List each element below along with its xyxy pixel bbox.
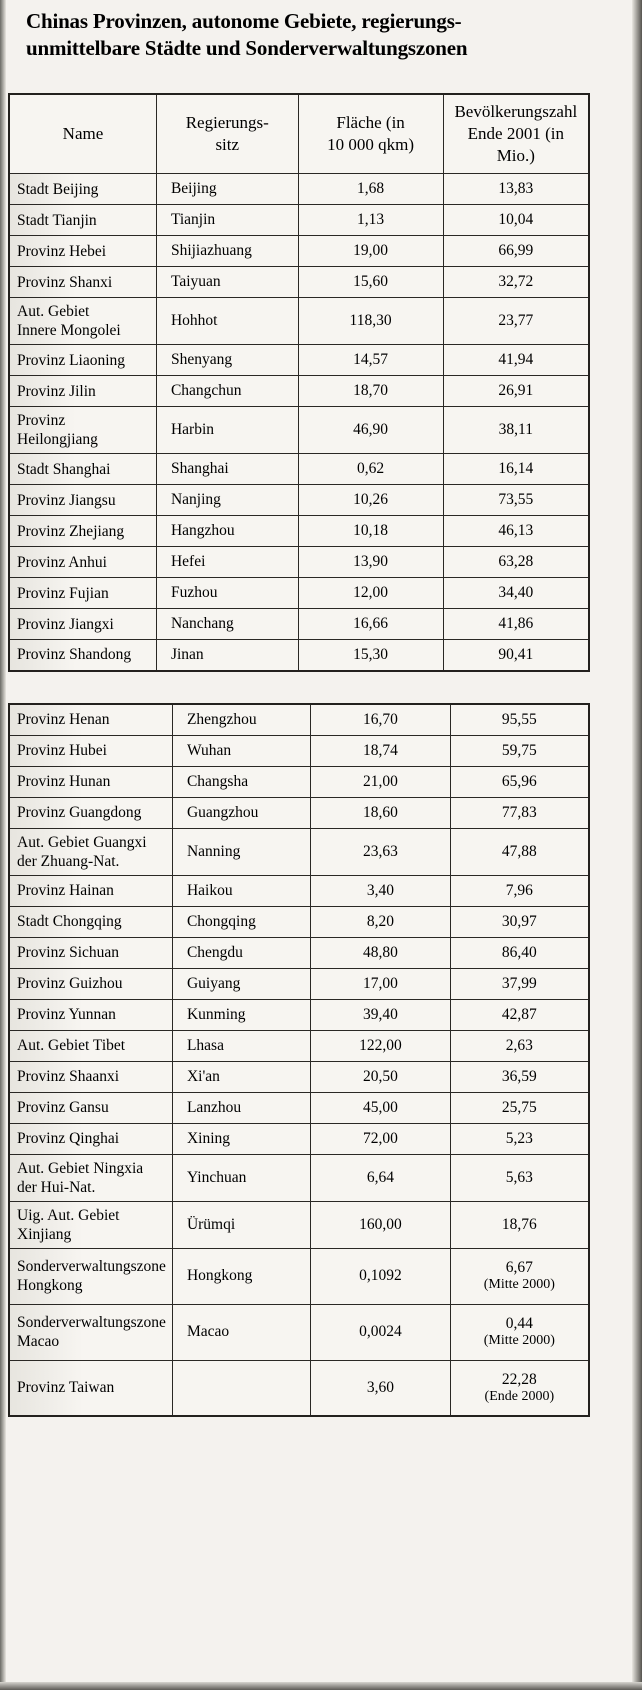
cell-population-value: 77,83 bbox=[501, 803, 537, 821]
cell-name-line1: Stadt Shanghai bbox=[17, 460, 111, 478]
cell-area: 160,00 bbox=[311, 1201, 450, 1248]
cell-name-line1: Provinz Shandong bbox=[17, 646, 132, 664]
cell-seat: Tianjin bbox=[156, 205, 298, 236]
cell-population bbox=[443, 345, 589, 376]
cell-area: 0,1092 bbox=[311, 1248, 450, 1304]
cell-population-value: 25,75 bbox=[501, 1098, 537, 1116]
cell-name-line1: Provinz Jilin bbox=[17, 382, 96, 400]
table-row bbox=[9, 1360, 589, 1416]
cell-name-line1: Provinz Fujian bbox=[17, 584, 109, 602]
column-header-population bbox=[443, 94, 589, 174]
table-body-part-2 bbox=[9, 704, 589, 1416]
cell-name bbox=[9, 1304, 172, 1360]
table-row bbox=[9, 1061, 589, 1092]
table-row bbox=[9, 704, 589, 735]
cell-name-line1: Provinz Liaoning bbox=[17, 351, 126, 369]
column-header-population-line1: Bevölkerungszahl bbox=[454, 102, 578, 121]
table-row bbox=[9, 236, 589, 267]
cell-name-line2: Macao bbox=[17, 1333, 60, 1350]
cell-population-value: 38,11 bbox=[498, 421, 533, 438]
column-header-area-line2: 10 000 qkm) bbox=[327, 135, 415, 154]
cell-seat: Shanghai bbox=[156, 454, 298, 485]
cell-population bbox=[450, 906, 589, 937]
page-edge-left bbox=[0, 0, 6, 1690]
cell-name bbox=[9, 205, 156, 236]
table-row bbox=[9, 345, 589, 376]
cell-area: 21,00 bbox=[311, 766, 450, 797]
cell-name bbox=[9, 267, 156, 298]
column-header-seat-line2: sitz bbox=[215, 135, 240, 154]
column-header-name bbox=[9, 94, 156, 174]
cell-name-line1: Stadt Tianjin bbox=[17, 211, 97, 229]
cell-name-line2: Innere Mongolei bbox=[17, 322, 121, 339]
cell-population bbox=[443, 485, 589, 516]
cell-name-line1: Uig. Aut. Gebiet bbox=[17, 1206, 120, 1224]
cell-name-line1: Provinz Guangdong bbox=[17, 804, 142, 821]
cell-name-line1: Sonderverwaltungszone bbox=[17, 1314, 166, 1331]
cell-population bbox=[450, 1248, 589, 1304]
table-row bbox=[9, 999, 589, 1030]
cell-name bbox=[9, 236, 156, 267]
provinces-table-part-1 bbox=[8, 93, 590, 672]
cell-name-line1: Provinz Jiangxi bbox=[17, 615, 114, 633]
cell-population-note: (Mitte 2000) bbox=[483, 1333, 555, 1348]
table-row bbox=[9, 906, 589, 937]
cell-population-value: 30,97 bbox=[501, 912, 537, 930]
cell-name-line1: Aut. Gebiet Tibet bbox=[17, 1037, 126, 1054]
cell-area: 1,13 bbox=[298, 205, 443, 236]
cell-population-value: 86,40 bbox=[501, 943, 537, 961]
table-row bbox=[9, 407, 589, 454]
cell-seat: Hohhot bbox=[156, 298, 298, 345]
cell-name-line1: Provinz Sichuan bbox=[17, 944, 120, 961]
cell-seat: Harbin bbox=[156, 407, 298, 454]
cell-name bbox=[9, 735, 172, 766]
cell-population bbox=[450, 704, 589, 735]
cell-area: 15,60 bbox=[298, 267, 443, 298]
cell-name bbox=[9, 578, 156, 609]
cell-area: 16,70 bbox=[311, 704, 450, 735]
page-title-line-1: Chinas Provinzen, autonome Gebiete, regierungs- bbox=[26, 9, 462, 33]
cell-name-line1: Stadt Beijing bbox=[17, 180, 99, 198]
cell-population bbox=[443, 516, 589, 547]
cell-population-value: 66,99 bbox=[498, 242, 534, 259]
page-edge-right bbox=[632, 0, 642, 1690]
cell-seat: Nanning bbox=[172, 828, 310, 875]
cell-population bbox=[450, 1123, 589, 1154]
table-row bbox=[9, 454, 589, 485]
page-title bbox=[26, 8, 616, 62]
cell-name bbox=[9, 454, 156, 485]
cell-population bbox=[450, 1154, 589, 1201]
table-row bbox=[9, 875, 589, 906]
cell-seat: Lanzhou bbox=[172, 1092, 310, 1123]
cell-area: 10,18 bbox=[298, 516, 443, 547]
cell-area: 72,00 bbox=[311, 1123, 450, 1154]
cell-name bbox=[9, 1248, 172, 1304]
cell-population-value: 90,41 bbox=[498, 645, 534, 663]
cell-area: 8,20 bbox=[311, 906, 450, 937]
table-row bbox=[9, 609, 589, 640]
cell-population bbox=[443, 298, 589, 345]
cell-population bbox=[450, 1092, 589, 1123]
table-row bbox=[9, 267, 589, 298]
cell-name bbox=[9, 1061, 172, 1092]
cell-area: 45,00 bbox=[311, 1092, 450, 1123]
cell-name bbox=[9, 766, 172, 797]
cell-population bbox=[443, 174, 589, 205]
cell-population bbox=[443, 547, 589, 578]
cell-population-value: 6,67 bbox=[505, 1259, 533, 1276]
cell-name bbox=[9, 298, 156, 345]
cell-area: 18,74 bbox=[311, 735, 450, 766]
cell-population bbox=[450, 735, 589, 766]
column-header-population-line2: Ende 2001 (in Mio.) bbox=[467, 124, 564, 165]
cell-population bbox=[443, 640, 589, 671]
cell-name-line2: der Zhuang-Nat. bbox=[17, 852, 120, 870]
table-row bbox=[9, 640, 589, 671]
cell-population-value: 0,44 bbox=[505, 1315, 533, 1332]
cell-area: 13,90 bbox=[298, 547, 443, 578]
cell-population-value: 65,96 bbox=[501, 772, 537, 790]
cell-area: 6,64 bbox=[311, 1154, 450, 1201]
cell-population bbox=[450, 1030, 589, 1061]
cell-name-line2: Hongkong bbox=[17, 1277, 83, 1294]
cell-population bbox=[443, 376, 589, 407]
cell-name-line1: Provinz Jiangsu bbox=[17, 491, 116, 509]
table-row bbox=[9, 547, 589, 578]
cell-population-value: 32,72 bbox=[498, 273, 534, 290]
cell-area: 23,63 bbox=[311, 828, 450, 875]
column-header-area-line1: Fläche (in bbox=[336, 113, 405, 132]
cell-population bbox=[450, 968, 589, 999]
cell-name-line1: Provinz Gansu bbox=[17, 1099, 109, 1116]
cell-name-line1: Aut. Gebiet Ningxia bbox=[17, 1159, 144, 1177]
cell-area: 16,66 bbox=[298, 609, 443, 640]
cell-name bbox=[9, 1030, 172, 1061]
cell-seat: Guiyang bbox=[172, 968, 310, 999]
cell-population bbox=[450, 797, 589, 828]
column-header-area bbox=[298, 94, 443, 174]
cell-population bbox=[443, 205, 589, 236]
cell-population-note: (Mitte 2000) bbox=[483, 1277, 555, 1292]
cell-name bbox=[9, 828, 172, 875]
cell-seat: Chongqing bbox=[172, 906, 310, 937]
cell-name-line1: Provinz Hebei bbox=[17, 242, 107, 260]
cell-name bbox=[9, 875, 172, 906]
cell-population bbox=[450, 828, 589, 875]
cell-population bbox=[450, 875, 589, 906]
cell-population-value: 26,91 bbox=[498, 382, 534, 399]
cell-population-value: 22,28 bbox=[501, 1370, 537, 1388]
table-row bbox=[9, 1154, 589, 1201]
cell-area: 1,68 bbox=[298, 174, 443, 205]
cell-name bbox=[9, 1123, 172, 1154]
cell-name-line1: Provinz Heilongjiang bbox=[17, 412, 98, 448]
cell-seat: Xi'an bbox=[172, 1061, 310, 1092]
cell-population-value: 95,55 bbox=[501, 710, 537, 728]
cell-population-value: 23,77 bbox=[498, 312, 534, 329]
cell-name bbox=[9, 609, 156, 640]
cell-name bbox=[9, 345, 156, 376]
table-header-row bbox=[9, 94, 589, 174]
cell-name bbox=[9, 704, 172, 735]
cell-seat: Jinan bbox=[156, 640, 298, 671]
cell-seat: Taiyuan bbox=[156, 267, 298, 298]
cell-population-value: 13,83 bbox=[498, 180, 534, 197]
cell-population bbox=[450, 937, 589, 968]
cell-population-value: 36,59 bbox=[501, 1067, 537, 1085]
cell-name bbox=[9, 937, 172, 968]
table-row bbox=[9, 766, 589, 797]
cell-name bbox=[9, 640, 156, 671]
cell-population bbox=[443, 236, 589, 267]
cell-name-line1: Provinz Zhejiang bbox=[17, 522, 125, 540]
cell-seat: Wuhan bbox=[172, 735, 310, 766]
cell-population-value: 41,86 bbox=[498, 615, 534, 632]
cell-population-value: 47,88 bbox=[501, 842, 537, 860]
cell-population-value: 18,76 bbox=[501, 1215, 537, 1233]
cell-name-line1: Provinz Shanxi bbox=[17, 273, 113, 291]
cell-name-line1: Provinz Anhui bbox=[17, 553, 107, 571]
cell-seat: Fuzhou bbox=[156, 578, 298, 609]
table-row bbox=[9, 1201, 589, 1248]
cell-population-note: (Ende 2000) bbox=[484, 1388, 555, 1404]
table-header bbox=[9, 94, 589, 174]
table-row bbox=[9, 1304, 589, 1360]
page-title-line-2: unmittelbare Städte und Sonderverwaltungszonen bbox=[26, 36, 468, 60]
cell-population bbox=[443, 267, 589, 298]
cell-name bbox=[9, 999, 172, 1030]
cell-seat: Chengdu bbox=[172, 937, 310, 968]
cell-population-value: 10,04 bbox=[498, 211, 534, 228]
cell-name-line1: Provinz Taiwan bbox=[17, 1379, 115, 1397]
cell-population-value: 5,63 bbox=[505, 1168, 533, 1186]
cell-seat: Nanchang bbox=[156, 609, 298, 640]
cell-name-line1: Provinz Hubei bbox=[17, 742, 107, 759]
cell-area: 14,57 bbox=[298, 345, 443, 376]
table-row bbox=[9, 968, 589, 999]
cell-name bbox=[9, 1360, 172, 1416]
cell-name bbox=[9, 1154, 172, 1201]
cell-seat bbox=[172, 1360, 310, 1416]
cell-name bbox=[9, 547, 156, 578]
cell-area: 12,00 bbox=[298, 578, 443, 609]
cell-population-value: 2,63 bbox=[505, 1036, 533, 1054]
cell-area: 18,60 bbox=[311, 797, 450, 828]
cell-area: 0,62 bbox=[298, 454, 443, 485]
cell-population-value: 41,94 bbox=[498, 351, 534, 368]
table-row bbox=[9, 1123, 589, 1154]
cell-population bbox=[450, 1304, 589, 1360]
table-row bbox=[9, 1092, 589, 1123]
cell-seat: Haikou bbox=[172, 875, 310, 906]
cell-name-line1: Provinz Yunnan bbox=[17, 1006, 116, 1023]
cell-name-line1: Provinz Henan bbox=[17, 711, 110, 729]
cell-population-value: 5,23 bbox=[505, 1129, 533, 1147]
cell-population bbox=[450, 1201, 589, 1248]
table-row bbox=[9, 174, 589, 205]
cell-name-line1: Provinz Hainan bbox=[17, 882, 114, 899]
cell-seat: Hefei bbox=[156, 547, 298, 578]
cell-population-value: 42,87 bbox=[501, 1005, 537, 1023]
cell-area: 3,60 bbox=[311, 1360, 450, 1416]
provinces-table-part-2-wrapper bbox=[8, 703, 590, 1417]
cell-population bbox=[443, 609, 589, 640]
cell-name-line2: Xinjiang bbox=[17, 1225, 72, 1243]
provinces-table-part-2 bbox=[8, 703, 590, 1417]
cell-population bbox=[450, 999, 589, 1030]
table-row bbox=[9, 937, 589, 968]
column-header-seat-line1: Regierungs- bbox=[185, 113, 269, 132]
cell-name bbox=[9, 968, 172, 999]
cell-seat: Zhengzhou bbox=[172, 704, 310, 735]
table-row bbox=[9, 578, 589, 609]
cell-area: 48,80 bbox=[311, 937, 450, 968]
cell-name bbox=[9, 906, 172, 937]
cell-area: 17,00 bbox=[311, 968, 450, 999]
cell-population-value: 63,28 bbox=[498, 553, 534, 570]
cell-area: 19,00 bbox=[298, 236, 443, 267]
cell-area: 0,0024 bbox=[311, 1304, 450, 1360]
cell-name bbox=[9, 174, 156, 205]
cell-name bbox=[9, 1201, 172, 1248]
cell-area: 18,70 bbox=[298, 376, 443, 407]
table-row bbox=[9, 735, 589, 766]
table-row bbox=[9, 298, 589, 345]
cell-name bbox=[9, 407, 156, 454]
cell-seat: Hongkong bbox=[172, 1248, 310, 1304]
cell-population-value: 34,40 bbox=[498, 584, 534, 601]
cell-name-line1: Stadt Chongqing bbox=[17, 913, 122, 930]
cell-seat: Xining bbox=[172, 1123, 310, 1154]
cell-seat: Nanjing bbox=[156, 485, 298, 516]
cell-seat: Hangzhou bbox=[156, 516, 298, 547]
table-row bbox=[9, 797, 589, 828]
table-row bbox=[9, 828, 589, 875]
cell-seat: Beijing bbox=[156, 174, 298, 205]
cell-seat: Macao bbox=[172, 1304, 310, 1360]
cell-population-value: 46,13 bbox=[498, 522, 534, 539]
cell-area: 20,50 bbox=[311, 1061, 450, 1092]
column-header-name-line1: Name bbox=[62, 124, 104, 143]
cell-area: 3,40 bbox=[311, 875, 450, 906]
page-edge-bottom bbox=[0, 1682, 642, 1690]
cell-seat: Shijiazhuang bbox=[156, 236, 298, 267]
column-header-seat bbox=[156, 94, 298, 174]
cell-population bbox=[450, 766, 589, 797]
cell-population bbox=[443, 454, 589, 485]
cell-name bbox=[9, 1092, 172, 1123]
cell-population bbox=[450, 1061, 589, 1092]
cell-name-line1: Provinz Shaanxi bbox=[17, 1068, 120, 1085]
cell-population-value: 37,99 bbox=[501, 974, 537, 992]
cell-seat: Kunming bbox=[172, 999, 310, 1030]
table-row bbox=[9, 1030, 589, 1061]
cell-population-value: 59,75 bbox=[501, 741, 537, 759]
scan-bleed-artifact bbox=[26, 1553, 446, 1569]
cell-name-line1: Provinz Hunan bbox=[17, 773, 111, 790]
cell-name bbox=[9, 376, 156, 407]
cell-area: 122,00 bbox=[311, 1030, 450, 1061]
cell-area: 118,30 bbox=[298, 298, 443, 345]
cell-area: 46,90 bbox=[298, 407, 443, 454]
table-body-part-1 bbox=[9, 174, 589, 671]
cell-area: 39,40 bbox=[311, 999, 450, 1030]
provinces-table-part-1-wrapper bbox=[8, 93, 590, 672]
cell-name-line1: Sonderverwaltungszone bbox=[17, 1258, 166, 1275]
cell-name bbox=[9, 485, 156, 516]
cell-area: 10,26 bbox=[298, 485, 443, 516]
cell-seat: Ürümqi bbox=[172, 1201, 310, 1248]
cell-seat: Yinchuan bbox=[172, 1154, 310, 1201]
cell-population bbox=[443, 578, 589, 609]
cell-name bbox=[9, 797, 172, 828]
table-row bbox=[9, 516, 589, 547]
table-row bbox=[9, 1248, 589, 1304]
table-row bbox=[9, 485, 589, 516]
cell-seat: Changchun bbox=[156, 376, 298, 407]
cell-name-line1: Provinz Qinghai bbox=[17, 1130, 120, 1147]
cell-seat: Guangzhou bbox=[172, 797, 310, 828]
cell-population bbox=[450, 1360, 589, 1416]
cell-seat: Changsha bbox=[172, 766, 310, 797]
cell-population-value: 16,14 bbox=[498, 460, 534, 477]
cell-area: 15,30 bbox=[298, 640, 443, 671]
cell-population-value: 7,96 bbox=[505, 881, 533, 899]
cell-seat: Shenyang bbox=[156, 345, 298, 376]
cell-seat: Lhasa bbox=[172, 1030, 310, 1061]
table-row bbox=[9, 205, 589, 236]
cell-population-value: 73,55 bbox=[498, 491, 534, 508]
cell-name-line1: Provinz Guizhou bbox=[17, 975, 123, 992]
cell-population bbox=[443, 407, 589, 454]
table-row bbox=[9, 376, 589, 407]
cell-name-line1: Aut. Gebiet Guangxi bbox=[17, 833, 147, 851]
cell-name-line2: der Hui-Nat. bbox=[17, 1178, 96, 1196]
cell-name bbox=[9, 516, 156, 547]
cell-name-line1: Aut. Gebiet bbox=[17, 303, 90, 320]
